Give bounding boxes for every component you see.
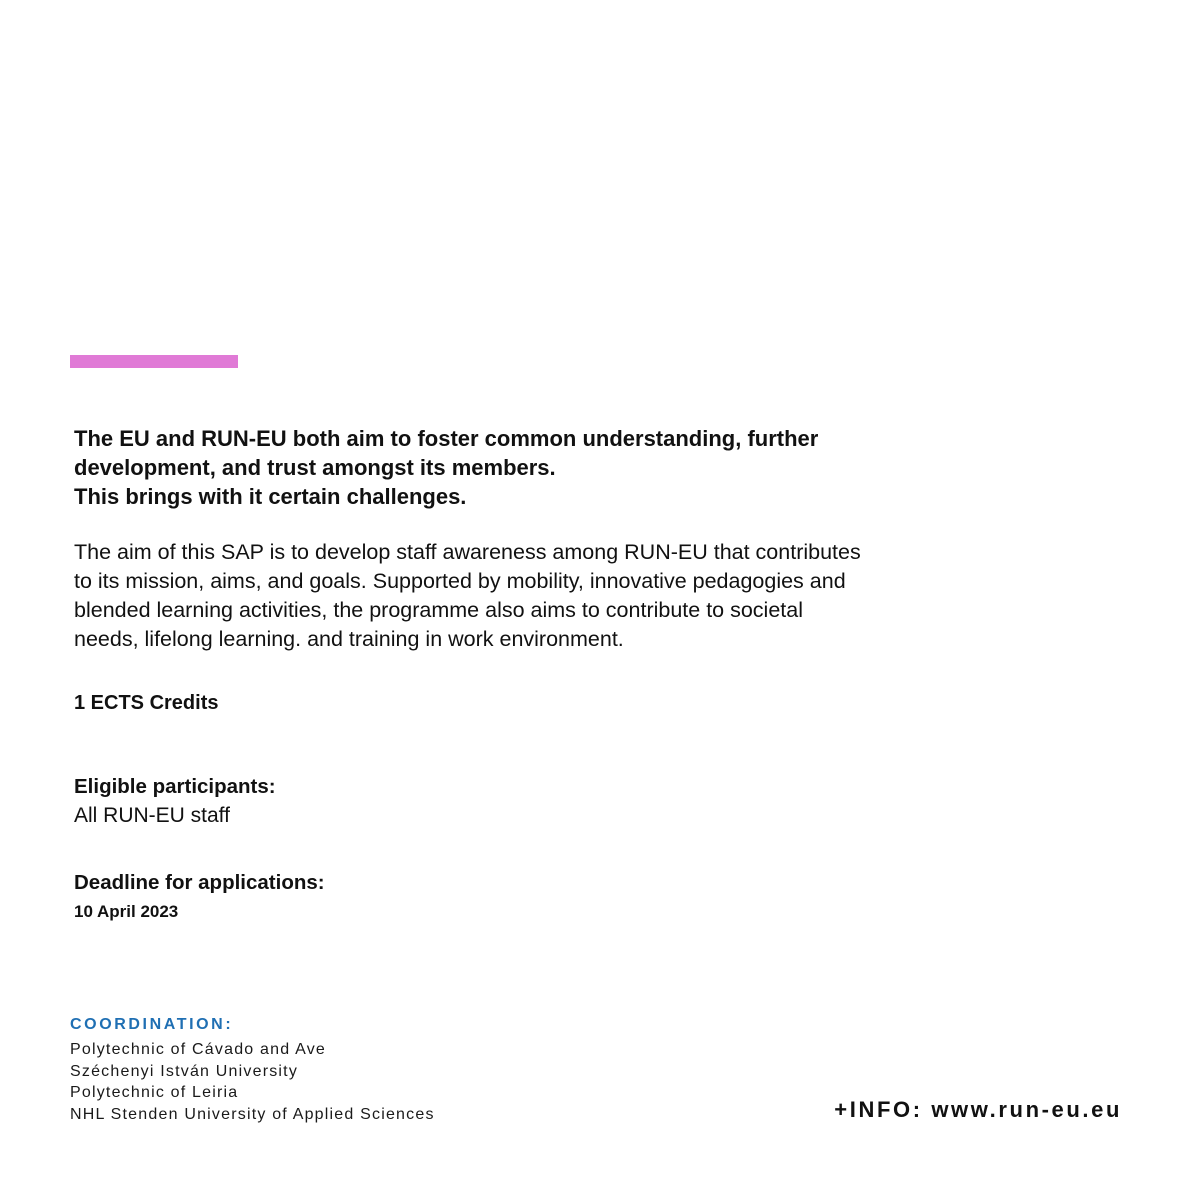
info-link[interactable]: +INFO: www.run-eu.eu [834,1097,1122,1122]
description-line: to its mission, aims, and goals. Supported by mobility, innovative pedagogies and [74,569,846,593]
headline-line: development, and trust amongst its members. [74,455,556,480]
coordination-list [70,1039,435,1125]
coordination-title: COORDINATION: [70,1016,234,1033]
coordination-item: NHL Stenden University of Applied Sciences [70,1105,435,1123]
coordination-item: Széchenyi István University [70,1062,299,1080]
deadline-label: Deadline for applications: [74,871,325,894]
coordination-item: Polytechnic of Leiria [70,1084,239,1101]
headline-line: The EU and RUN-EU both aim to foster common understanding, further [74,426,819,451]
headline [74,424,974,511]
description-line: The aim of this SAP is to develop staff awareness among RUN-EU that contributes [74,540,861,564]
accent-bar [70,355,238,368]
deadline-value: 10 April 2023 [74,902,179,921]
headline-line: This brings with it certain challenges. [74,484,467,509]
description-line: blended learning activities, the programme also aims to contribute to societal [74,598,803,622]
eligible-participants-label: Eligible participants: [74,775,276,798]
coordination-item: Polytechnic of Cávado and Ave [70,1041,326,1058]
eligible-participants-value: All RUN-EU staff [74,804,230,827]
ects-credits: 1 ECTS Credits [74,692,219,714]
description-line: needs, lifelong learning. and training in work environment. [74,627,624,651]
description-paragraph [74,538,994,654]
